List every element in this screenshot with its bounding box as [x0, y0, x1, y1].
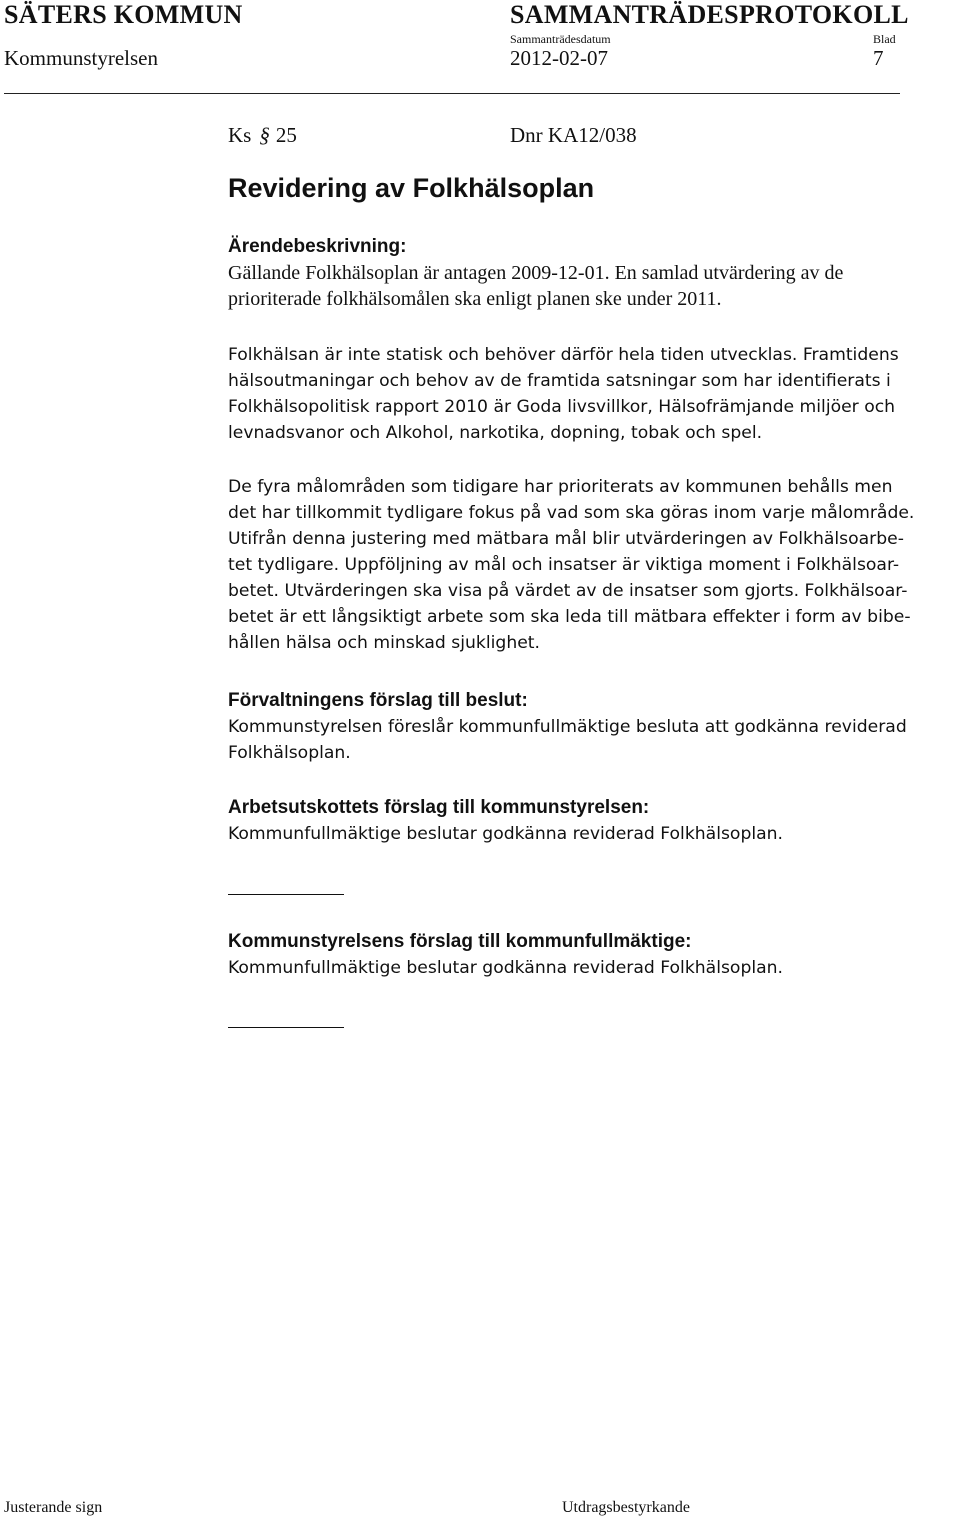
paragraph-line: Kommunstyrelsen föreslår kommunfullmäktige besluta att godkänna reviderad	[228, 717, 907, 737]
section-heading: Arbetsutskottets förslag till kommunstyrelsen:	[228, 797, 650, 818]
section-forvaltning	[228, 688, 958, 766]
footer-signature-label: Justerande sign	[4, 1499, 103, 1516]
paragraph-line: Folkhälsopolitisk rapport 2010 är Goda livsvillkor, Hälsofrämjande miljöer och	[228, 397, 896, 417]
paragraph-line: De fyra målområden som tidigare har prioriterats av kommunen behålls men	[228, 477, 893, 497]
date-label: Sammanträdesdatum	[510, 32, 611, 46]
case-paragraph-number	[228, 123, 297, 148]
paragraph-line: Kommunfullmäktige beslutar godkänna reviderad Folkhälsoplan.	[228, 958, 784, 978]
organization-name: SÄTERS KOMMUN	[4, 0, 243, 29]
paragraph-line: prioriterade folkhälsomålen ska enligt planen ske under 2011.	[228, 288, 722, 310]
document-type: SAMMANTRÄDESPROTOKOLL	[510, 0, 909, 29]
paragraph-line: det har tillkommit tydligare fokus på vad som ska göras inom varje målområde.	[228, 503, 915, 523]
section-heading: Ärendebeskrivning:	[228, 236, 407, 257]
paragraph-line: Utifrån denna justering med mätbara mål blir utvärderingen av Folkhälsoarbe-	[228, 529, 904, 549]
header-divider	[4, 93, 900, 94]
paragraph-framtidens	[228, 342, 958, 446]
document-title: Revidering av Folkhälsoplan	[228, 173, 595, 203]
paragraph-line: betet. Utvärderingen ska visa på värdet av de insatser som gjorts. Folkhälsoar-	[228, 581, 908, 601]
ks-prefix: Ks	[228, 123, 252, 147]
page-label: Blad	[873, 32, 896, 46]
section-arbetsutskott	[228, 795, 958, 847]
paragraph-line: Kommunfullmäktige beslutar godkänna reviderad Folkhälsoplan.	[228, 824, 784, 844]
paragraph-line: levnadsvanor och Alkohol, narkotika, dopning, tobak och spel.	[228, 423, 763, 443]
page-number: 7	[873, 46, 884, 70]
diary-number: Dnr KA12/038	[510, 123, 637, 147]
paragraph-symbol: §	[259, 123, 270, 147]
paragraph-line: betet är ett långsiktigt arbete som ska leda till mätbara effekter i form av bibe-	[228, 607, 911, 627]
ks-number: 25	[275, 123, 297, 147]
paragraph-line: hälsoutmaningar och behov av de framtida satsningar som har identifierats i	[228, 371, 891, 391]
department-name: Kommunstyrelsen	[4, 46, 158, 70]
paragraph-line: tet tydligare. Uppföljning av mål och insatser är viktiga moment i Folkhälsoar-	[228, 555, 900, 575]
section-kommunstyrelse	[228, 929, 958, 981]
separator-rule	[228, 1027, 344, 1028]
separator-rule	[228, 894, 344, 895]
meeting-date: 2012-02-07	[510, 46, 608, 70]
paragraph-line: Folkhälsan är inte statisk och behöver därför hela tiden utvecklas. Framtidens	[228, 345, 899, 365]
paragraph-malomraden	[228, 474, 958, 656]
paragraph-line: hållen hälsa och minskad sjuklighet.	[228, 633, 541, 653]
footer-certification-label: Utdragsbestyrkande	[562, 1499, 690, 1516]
section-heading: Förvaltningens förslag till beslut:	[228, 690, 528, 711]
paragraph-line: Folkhälsoplan.	[228, 743, 351, 763]
paragraph-line: Gällande Folkhälsoplan är antagen 2009-12-01. En samlad utvärdering av de	[228, 262, 844, 284]
section-heading: Kommunstyrelsens förslag till kommunfullmäktige:	[228, 931, 692, 952]
section-arendebeskrivning	[228, 234, 958, 312]
